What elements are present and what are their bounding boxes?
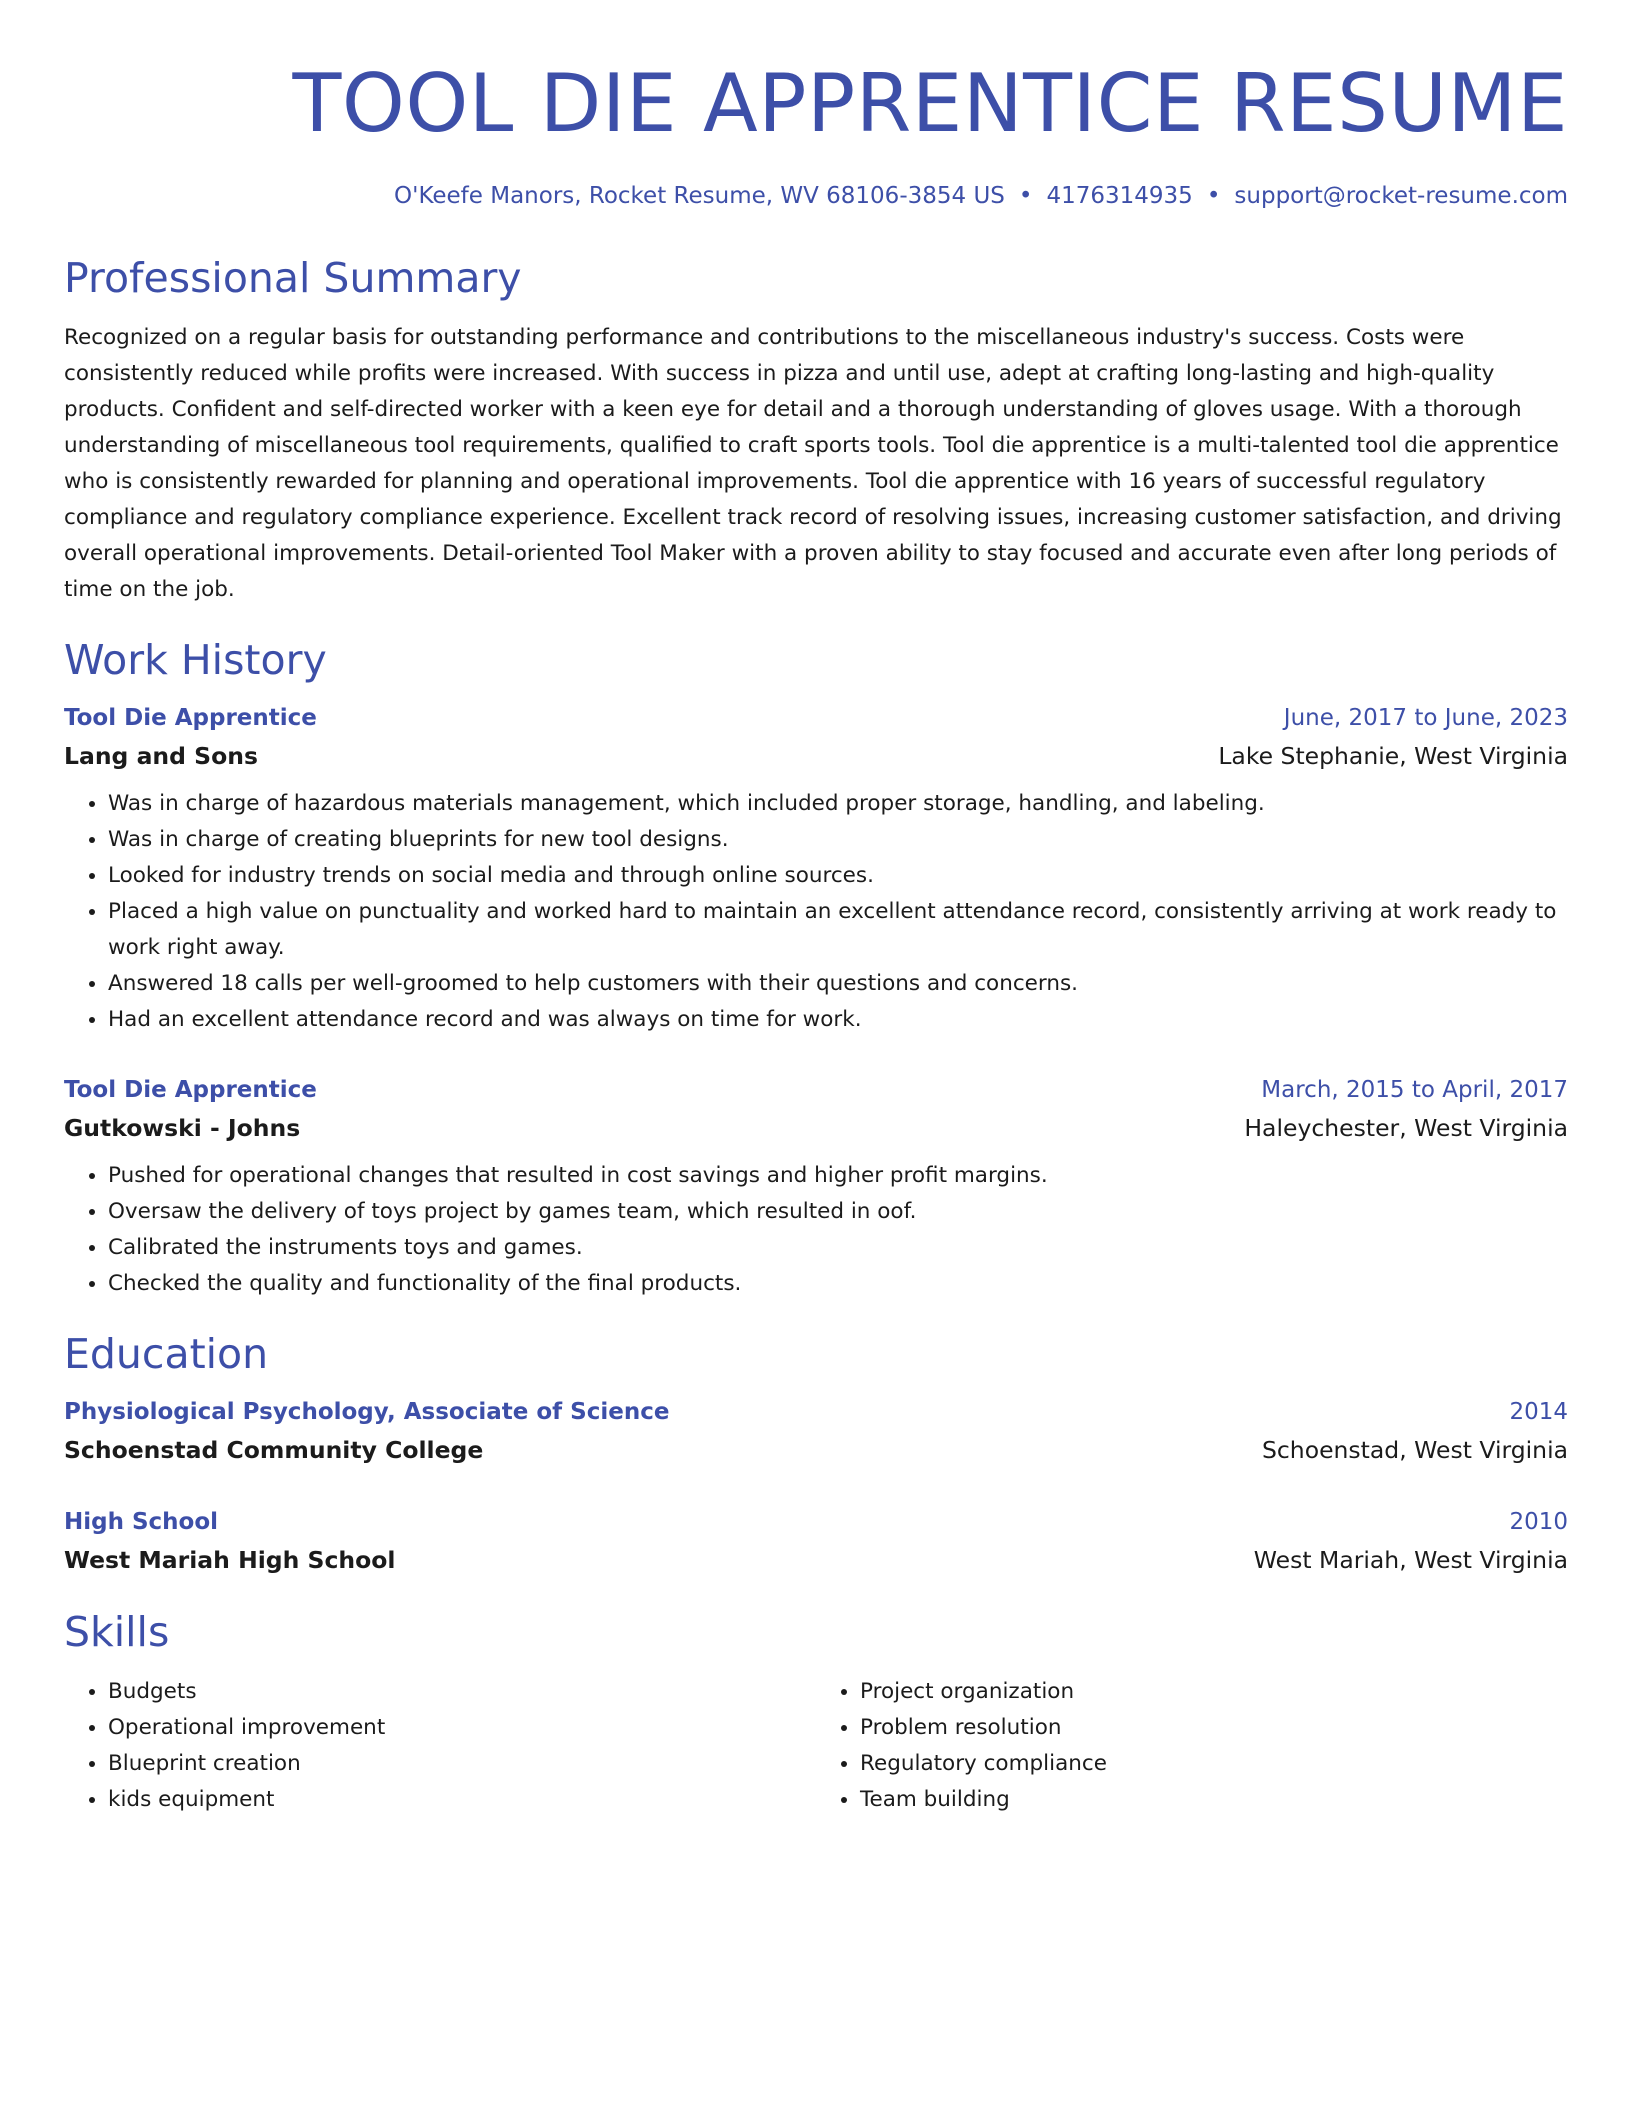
job-location: Lake Stephanie, West Virginia bbox=[1218, 742, 1568, 770]
work-entry-header bbox=[64, 700, 1568, 736]
education-entry bbox=[64, 1394, 1568, 1470]
resume-title: TOOL DIE APPRENTICE RESUME bbox=[292, 57, 1568, 150]
education-entry-header bbox=[64, 1504, 1568, 1540]
work-entry bbox=[64, 700, 1568, 1038]
education-location: West Mariah, West Virginia bbox=[1253, 1546, 1568, 1574]
skill-item: • Blueprint creation bbox=[108, 1746, 816, 1782]
list-item: • Checked the quality and functionality of the final products. bbox=[108, 1266, 1568, 1302]
education-location: Schoenstad, West Virginia bbox=[1261, 1436, 1568, 1464]
skill-item: • Team building bbox=[860, 1782, 1568, 1818]
education-entry-subheader bbox=[64, 1430, 1568, 1470]
section-title-education: Education bbox=[64, 1330, 269, 1378]
work-entry-subheader bbox=[64, 1108, 1568, 1148]
section-title-work-history: Work History bbox=[64, 636, 327, 684]
education-entry bbox=[64, 1504, 1568, 1580]
list-item: • Had an excellent attendance record and was always on time for work. bbox=[108, 1002, 1568, 1038]
contact-address: O'Keefe Manors, Rocket Resume, WV 68106-3854 US bbox=[394, 183, 1005, 209]
work-entry-header bbox=[64, 1072, 1568, 1108]
education-degree: High School bbox=[64, 1509, 219, 1535]
list-item: • Placed a high value on punctuality and worked hard to maintain an excellent attendance record, consistently arriving at work ready to work right away. bbox=[108, 894, 1568, 966]
section-title-skills: Skills bbox=[64, 1608, 170, 1656]
bullet-separator: • bbox=[1206, 183, 1221, 209]
skill-item: • Regulatory compliance bbox=[860, 1746, 1568, 1782]
list-item: • Was in charge of hazardous materials management, which included proper storage, handling, and labeling. bbox=[108, 786, 1568, 822]
list-item: • Oversaw the delivery of toys project by games team, which resulted in oof. bbox=[108, 1194, 1568, 1230]
education-entry-subheader bbox=[64, 1540, 1568, 1580]
job-bullets bbox=[64, 1158, 1568, 1302]
list-item: • Pushed for operational changes that resulted in cost savings and higher profit margins. bbox=[108, 1158, 1568, 1194]
list-item: • Looked for industry trends on social media and through online sources. bbox=[108, 858, 1568, 894]
education-degree: Physiological Psychology, Associate of Science bbox=[64, 1399, 670, 1425]
skills-list-right bbox=[816, 1674, 1568, 1818]
education-school: West Mariah High School bbox=[64, 1546, 396, 1574]
list-item: • Answered 18 calls per well-groomed to help customers with their questions and concerns. bbox=[108, 966, 1568, 1002]
skill-item: • Project organization bbox=[860, 1674, 1568, 1710]
education-year: 2010 bbox=[1509, 1509, 1568, 1535]
contact-line bbox=[64, 180, 1568, 212]
skills-list-left bbox=[64, 1674, 816, 1818]
list-item: • Calibrated the instruments toys and games. bbox=[108, 1230, 1568, 1266]
contact-phone: 4176314935 bbox=[1046, 183, 1193, 209]
work-entry-subheader bbox=[64, 736, 1568, 776]
job-company: Lang and Sons bbox=[64, 742, 258, 770]
list-item: • Was in charge of creating blueprints for new tool designs. bbox=[108, 822, 1568, 858]
skill-item: • Operational improvement bbox=[108, 1710, 816, 1746]
section-title-summary: Professional Summary bbox=[64, 254, 522, 302]
job-location: Haleychester, West Virginia bbox=[1244, 1114, 1568, 1142]
job-role: Tool Die Apprentice bbox=[64, 1077, 317, 1103]
job-dates: June, 2017 to June, 2023 bbox=[1283, 705, 1568, 731]
job-role: Tool Die Apprentice bbox=[64, 705, 317, 731]
contact-email[interactable]: support@rocket-resume.com bbox=[1234, 183, 1568, 209]
job-bullets bbox=[64, 786, 1568, 1038]
skills-columns bbox=[64, 1674, 1568, 1818]
summary-text: Recognized on a regular basis for outstanding performance and contributions to the miscellaneous industry's success. Costs were consistently reduced while profits were increased. With success in pizza and until use, adept at crafting long-lasting and high-quality products. Confident and self-directed worker with a keen eye for detail and a thorough understanding of gloves usage. With a thorough understanding of miscellaneous tool requirements, qualified to craft sports tools. Tool die apprentice is a multi-talented tool die apprentice who is consistently rewarded for planning and operational improvements. Tool die apprentice with 16 years of successful regulatory compliance and regulatory compliance experience. Excellent track record of resolving issues, increasing customer satisfaction, and driving overall operational improvements. Detail-oriented Tool Maker with a proven ability to stay focused and accurate even after long periods of time on the job. bbox=[64, 325, 1562, 602]
bullet-separator: • bbox=[1018, 183, 1033, 209]
skill-item: • Budgets bbox=[108, 1674, 816, 1710]
job-company: Gutkowski - Johns bbox=[64, 1114, 301, 1142]
education-year: 2014 bbox=[1509, 1399, 1568, 1425]
education-entry-header bbox=[64, 1394, 1568, 1430]
skill-item: • Problem resolution bbox=[860, 1710, 1568, 1746]
job-dates: March, 2015 to April, 2017 bbox=[1261, 1077, 1568, 1103]
resume-header bbox=[64, 56, 1568, 212]
education-school: Schoenstad Community College bbox=[64, 1436, 484, 1464]
work-entry bbox=[64, 1072, 1568, 1302]
skill-item: • kids equipment bbox=[108, 1782, 816, 1818]
